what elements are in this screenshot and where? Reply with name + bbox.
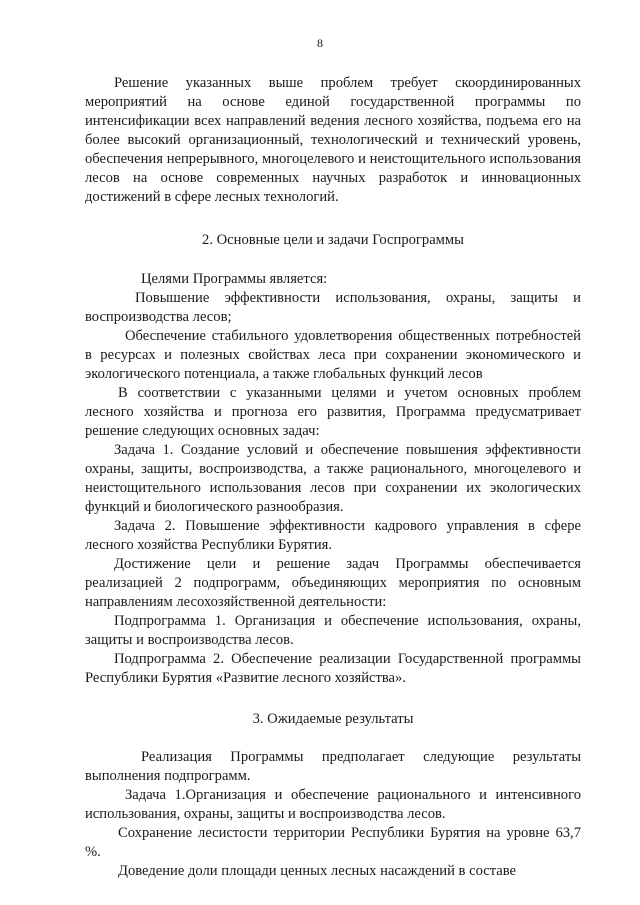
goal-1-paragraph: Повышение эффективности использования, охраны, защиты и воспроизводства лесов; [85, 290, 581, 325]
section-3-heading: 3. Ожидаемые результаты [252, 711, 414, 727]
intro-paragraph: Решение указанных выше проблем требует скоординированных мероприятий на основе единой государственной программы по интенсификации всех направлений ведения лесного хозяйства, подъема его на более высокий организационный, технологический и технический уровень, обеспечения непрерывного, многоцелевого и неистощительного использования лесов на основе современных научных разработок и инновационных достижений в сфере лесных технологий. [85, 75, 581, 205]
task-1-paragraph: Задача 1. Создание условий и обеспечение повышения эффективности охраны, защиты, воспроизводства, а также рационального, многоцелевого и неистощительного использования лесов при сохранении их экологических функций и биологического разнообразия. [85, 442, 581, 515]
page-number: 8 [317, 36, 323, 50]
tasks-lead-paragraph: В соответствии с указанными целями и учетом основных проблем лесного хозяйства и прогноза его развития, Программа предусматривает решение следующих основных задач: [85, 385, 581, 439]
forest-cover-paragraph: Сохранение лесистости территории Республики Бурятия на уровне 63,7 %. [85, 825, 581, 860]
section-2-heading: 2. Основные цели и задачи Госпрограммы [202, 232, 464, 248]
goals-lead-paragraph: Целями Программы является: [141, 271, 328, 287]
valuable-stands-paragraph: Доведение доли площади ценных лесных насаждений в составе [118, 863, 517, 879]
results-lead-paragraph: Реализация Программы предполагает следующие результаты выполнения подпрограмм. [85, 749, 581, 784]
achievement-paragraph: Достижение цели и решение задач Программы обеспечивается реализацией 2 подпрограмм, объединяющих мероприятия по основным направлениям лесохозяйственной деятельности: [85, 556, 581, 610]
task-2-paragraph: Задача 2. Повышение эффективности кадрового управления в сфере лесного хозяйства Республики Бурятия. [85, 518, 581, 553]
results-task-1-paragraph: Задача 1.Организация и обеспечение рационального и интенсивного использования, охраны, защиты и воспроизводства лесов. [85, 787, 581, 822]
document-body [85, 74, 581, 881]
goal-2-paragraph: Обеспечение стабильного удовлетворения общественных потребностей в ресурсах и полезных свойствах леса при сохранении экономического и экологического потенциала, а также глобальных функций лесов [85, 328, 581, 382]
subprogram-2-paragraph: Подпрограмма 2. Обеспечение реализации Государственной программы Республики Бурятия «Развитие лесного хозяйства». [85, 651, 581, 686]
subprogram-1-paragraph: Подпрограмма 1. Организация и обеспечение использования, охраны, защиты и воспроизводства лесов. [85, 613, 581, 648]
